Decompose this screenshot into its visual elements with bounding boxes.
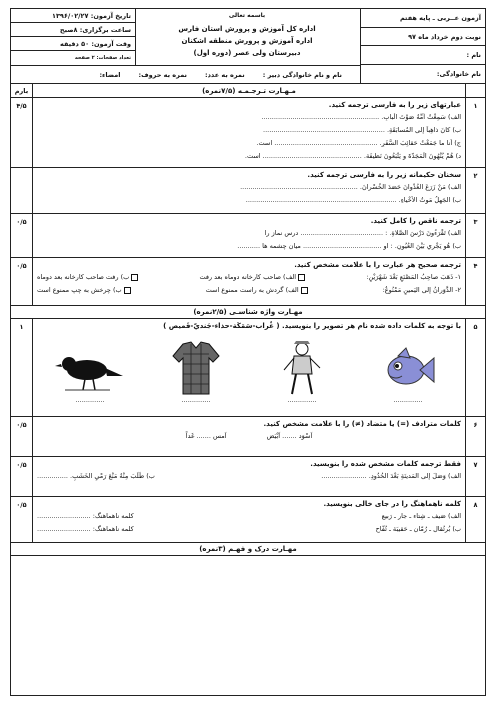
word-group: الف) صَيف ـ شِتاء ـ جار ـ رَبيع — [381, 512, 461, 520]
signature-label: امضاء: — [99, 71, 121, 79]
word-group: ب) بُرتُقال ـ رُمّان ـ حَقيبَة ـ تُفّاح — [375, 525, 461, 533]
question-number: ۱ — [465, 98, 485, 167]
choice-option[interactable]: الف) صاحب کارخانه دوماه بعد رفت — [199, 273, 305, 281]
soldier-icon — [280, 340, 324, 396]
choice-option[interactable]: ب) رفت صاحب کارخانه بعد دوماه — [37, 273, 138, 281]
question-8 — [11, 497, 485, 543]
question-score: ۴/۵ — [11, 98, 33, 167]
question-number: ۵ — [465, 319, 485, 416]
table-header-row — [11, 84, 485, 98]
question-number: ۲ — [465, 168, 485, 213]
question-6 — [11, 417, 485, 457]
exam-duration: وقت آزمون: ۵۰ دقیقه — [11, 37, 135, 51]
question-number: ۷ — [465, 457, 485, 496]
question-title: ترجمه صحیح هر عبارت را با علامت مشخص کنید. — [294, 261, 461, 269]
section-vocabulary-title: مهـارت واژه شناسـی (۲/۵نمره) — [11, 306, 485, 319]
answer-blank[interactable]: کلمه ناهماهنگ: .......................... — [37, 525, 134, 533]
score-column-header: بارم — [11, 84, 33, 97]
score-number-label: نمره به عدد: — [205, 71, 245, 79]
image-cell — [50, 346, 130, 404]
question-3 — [11, 214, 485, 258]
institution-line-2: اداره آموزش و پرورش منطقه اشکنان — [181, 37, 313, 45]
section-comprehension-title: مهـارت درک و فهـم (۳نمره) — [11, 543, 485, 556]
odd-word-row — [37, 512, 461, 520]
question-score: ۰/۵ — [11, 258, 33, 305]
question-number: ۶ — [465, 417, 485, 456]
checkbox[interactable] — [298, 274, 305, 281]
question-number: ۸ — [465, 497, 485, 542]
question-line: ب) کانَ ذاهِباً إلی المُسابَقَةِ. ........................................................... — [263, 126, 461, 134]
exam-time: ساعت برگزاری: ۸صبح — [11, 23, 135, 37]
section-translation-title: مـهـارت تـرجـمـه (۷/۵نمره) — [202, 87, 296, 95]
image-row — [37, 334, 461, 404]
question-title: با توجه به کلمات داده شده نام هر تصویر را بنویسید. ( غُراب-سَمَكَة-حذاء-جَنديّ-قَميص ) — [163, 322, 461, 330]
answer-blank[interactable]: .............. — [75, 396, 105, 404]
number-column-header — [465, 84, 485, 97]
choice-option[interactable]: الف) گردش به راست ممنوع است — [206, 286, 308, 294]
question-number: ۴ — [465, 258, 485, 305]
choice-prompt: ١- ذَهَبَ صاحِبُ المَصْنَعِ بَعْدَ شَهْرَيْنِ: — [366, 273, 461, 281]
question-score: ۰/۵ — [11, 457, 33, 496]
odd-word-row — [37, 525, 461, 533]
answer-blank[interactable]: .............. — [181, 396, 211, 404]
checkbox[interactable] — [131, 274, 138, 281]
student-name-field[interactable]: نام : — [361, 46, 485, 65]
exam-header — [11, 9, 485, 84]
answer-blank[interactable]: .............. — [287, 396, 317, 404]
fish-icon — [380, 346, 436, 396]
question-4 — [11, 258, 485, 306]
answer-blank[interactable]: .............. — [393, 396, 423, 404]
question-title: سخنان حکیمانه زیر را به فارسی ترجمه کنید. — [307, 171, 461, 179]
header-student-info — [360, 9, 485, 84]
pair-row — [37, 432, 461, 440]
question-7 — [11, 457, 485, 497]
choice-option[interactable]: ب) چرخش به چپ ممنوع است — [37, 286, 131, 294]
institution-line-1: اداره کل آموزش و پرورش استان فارس — [178, 25, 316, 33]
question-5 — [11, 319, 485, 417]
question-line: الف) مَنْ زَرَعَ العُدْوانَ حَصَدَ الخُسْرانَ. ......................................................... — [240, 183, 461, 191]
question-line: الف) تَقْرَءُونَ دَرْسَ الصَّلاةِ. : ........................................ درس نماز را — [264, 229, 461, 237]
exam-session: نوبت دوم خرداد ماه ۹۷ — [361, 28, 485, 47]
image-cell — [262, 340, 342, 404]
question-title: کلمات مترادف (=) یا متضاد (≠) را با علامت مشخص کنید. — [263, 420, 461, 428]
choice-row — [37, 286, 461, 294]
translation-row — [37, 472, 461, 480]
question-line: د) هُمْ يُنْهُونَ الْمَجَدّةَ و يَتْبَعُونَ نَظيفَة. ................................................ است. — [244, 152, 461, 160]
question-line: ب) الجَهلُ مَوتُ الأَحْياءِ. ......................................................................... — [245, 196, 461, 204]
question-title: ترجمه ناقص را کامل کنید. — [370, 217, 461, 225]
image-cell — [368, 346, 448, 404]
image-cell — [156, 340, 236, 404]
student-family-field[interactable]: نام خانوادگی: — [436, 70, 481, 79]
header-institution — [134, 9, 360, 65]
question-line: ب) طَلَبَ مِنْهُ مَنْعَ رَمْيِ الخَشَبِ. ............... — [37, 472, 155, 480]
question-line: الف) وَصَلَ إلی المَدينَةِ بَعْدَ الحُدُودِ. ...................... — [321, 472, 461, 480]
question-1 — [11, 98, 485, 168]
answer-blank[interactable]: کلمه ناهماهنگ: .......................... — [37, 512, 134, 520]
bismillah: باسمه تعالی — [228, 12, 266, 19]
grading-row — [11, 65, 360, 84]
checkbox[interactable] — [124, 287, 131, 294]
school-name: دبیرستان ولی عصر (دوره اول) — [193, 49, 301, 57]
question-score — [11, 168, 33, 213]
exam-page — [10, 8, 486, 696]
question-line: ب) هُو يَجْري بَيْنَ العُيُونِ. : او ...................................... میان چشمه ها ........... — [237, 242, 461, 250]
score-words-label: نمره به حروف: — [138, 71, 187, 79]
word-pair[interactable]: اَمس ....... غَداً — [185, 432, 227, 440]
question-number: ۳ — [465, 214, 485, 257]
checkbox[interactable] — [301, 287, 308, 294]
question-2 — [11, 168, 485, 214]
choice-prompt: ٢- الدَّوَرانُ إلی الیَمینِ مَمْنُوعٌ: — [382, 286, 461, 294]
question-title: کلمه ناهماهنگ را در جای خالی بنویسید. — [323, 500, 461, 508]
word-pair[interactable]: اَسْوَد ....... اَبْيَض — [266, 432, 313, 440]
blank-area — [11, 556, 485, 695]
page-count: تعداد صفحات: ۲ صفحه — [74, 55, 131, 61]
question-line: الف) سَمِعْتُ اُمِّهُ صَوْتَ الْبابِ. ......................................................... — [261, 113, 461, 121]
header-exam-info — [11, 9, 136, 65]
question-score: ۰/۵ — [11, 214, 33, 257]
question-score: ۰/۵ — [11, 497, 33, 542]
question-title: عبارتهای زیر را به فارسی ترجمه کنید. — [328, 101, 461, 109]
exam-date: تاریخ آزمون: ۱۳۹۶/۰۲/۲۷ — [11, 9, 135, 23]
teacher-name-label: نام و نام خانوادگی دبیر : — [262, 71, 342, 79]
choice-row — [37, 273, 461, 281]
question-line: ج) أنا ما جَمَعْتُ حَقائِبَ السَّفَرِ. .................................................. است. — [256, 139, 461, 147]
crow-icon — [55, 346, 125, 396]
exam-subject: آزمون عــربی ـ پایه هفتم — [361, 9, 485, 28]
shirt-icon — [171, 340, 221, 396]
question-score: ۱ — [11, 319, 33, 416]
question-title: فقط ترجمه کلمات مشخص شده را بنویسید. — [310, 460, 461, 468]
question-score: ۰/۵ — [11, 417, 33, 456]
